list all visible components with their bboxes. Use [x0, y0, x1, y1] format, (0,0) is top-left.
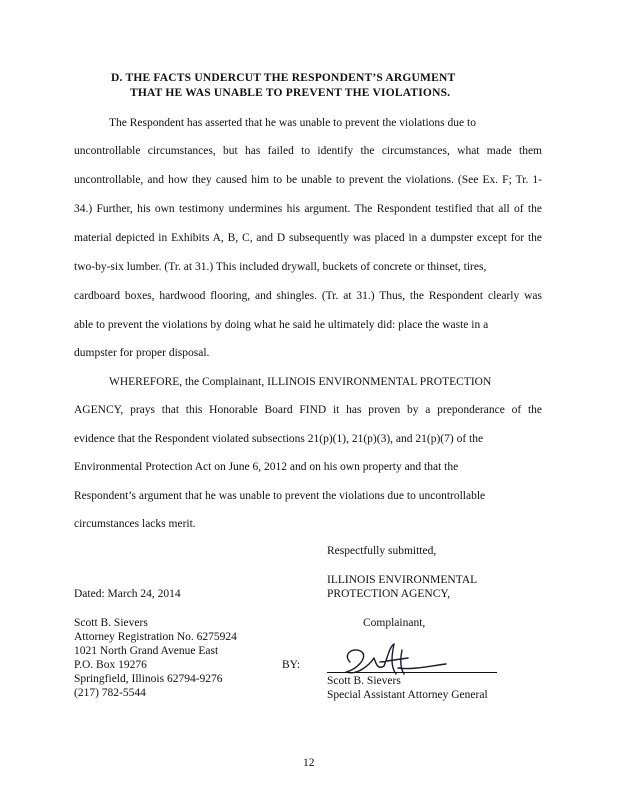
paragraph-2-line-2: AGENCY, prays that this Honorable Board FIND it has proven by a preponderance of the [74, 404, 542, 416]
agency-name-line-1: ILLINOIS ENVIRONMENTAL [327, 574, 478, 586]
paragraph-2-line-6: circumstances lacks merit. [74, 518, 196, 530]
section-heading-line-2: THAT HE WAS UNABLE TO PREVENT THE VIOLATIONS. [130, 87, 451, 99]
paragraph-1-line-3: uncontrollable, and how they caused him to be unable to prevent the violations. (See Ex. F; Tr. 1- [74, 174, 542, 186]
attorney-block-line: 1021 North Grand Avenue East [74, 645, 219, 657]
signer-name: Scott B. Sievers [327, 675, 401, 687]
section-heading-line-1: D. THE FACTS UNDERCUT THE RESPONDENT’S ARGUMENT [111, 72, 456, 84]
paragraph-1-line-1: The Respondent has asserted that he was unable to prevent the violations due to [109, 117, 476, 129]
paragraph-1-line-5: material depicted in Exhibits A, B, C, and D subsequently was placed in a dumpster except for the [74, 232, 542, 244]
handwritten-signature [340, 640, 450, 680]
agency-name-line-2: PROTECTION AGENCY, [327, 588, 451, 600]
paragraph-2-line-1: WHEREFORE, the Complainant, ILLINOIS ENVIRONMENTAL PROTECTION [109, 376, 492, 388]
by-label: BY: [282, 659, 301, 671]
paragraph-2-line-5: Respondent’s argument that he was unable to prevent the violations due to uncontrollable [74, 490, 486, 502]
signature-line [327, 672, 497, 673]
attorney-block-line: P.O. Box 19276 [74, 659, 147, 671]
complainant-label: Complainant, [363, 617, 426, 629]
attorney-block-line: Springfield, Illinois 62794-9276 [74, 673, 223, 685]
paragraph-1-line-4: 34.) Further, his own testimony undermines his argument. The Respondent testified that all of the [74, 203, 542, 215]
attorney-block-line: (217) 782-5544 [74, 687, 146, 699]
paragraph-1-line-2: uncontrollable circumstances, but has failed to identify the circumstances, what made them [74, 145, 542, 157]
page-number: 12 [303, 757, 315, 769]
paragraph-2-line-3: evidence that the Respondent violated subsections 21(p)(1), 21(p)(3), and 21(p)(7) of the [74, 433, 484, 445]
date-line: Dated: March 24, 2014 [74, 588, 181, 600]
signer-title: Special Assistant Attorney General [327, 689, 488, 701]
attorney-block-line: Scott B. Sievers [74, 617, 148, 629]
paragraph-1-line-9: dumpster for proper disposal. [74, 347, 210, 359]
attorney-block-line: Attorney Registration No. 6275924 [74, 631, 237, 643]
paragraph-1-line-6: two-by-six lumber. (Tr. at 31.) This included drywall, buckets of concrete or thinset, tires, [74, 261, 487, 273]
paragraph-2-line-4: Environmental Protection Act on June 6, 2012 and on his own property and that the [74, 461, 459, 473]
paragraph-1-line-8: able to prevent the violations by doing what he said he ultimately did: place the waste in a [74, 319, 489, 331]
respectfully-submitted: Respectfully submitted, [327, 545, 437, 557]
paragraph-1-line-7: cardboard boxes, hardwood flooring, and shingles. (Tr. at 31.) Thus, the Respondent clearly was [74, 290, 542, 302]
